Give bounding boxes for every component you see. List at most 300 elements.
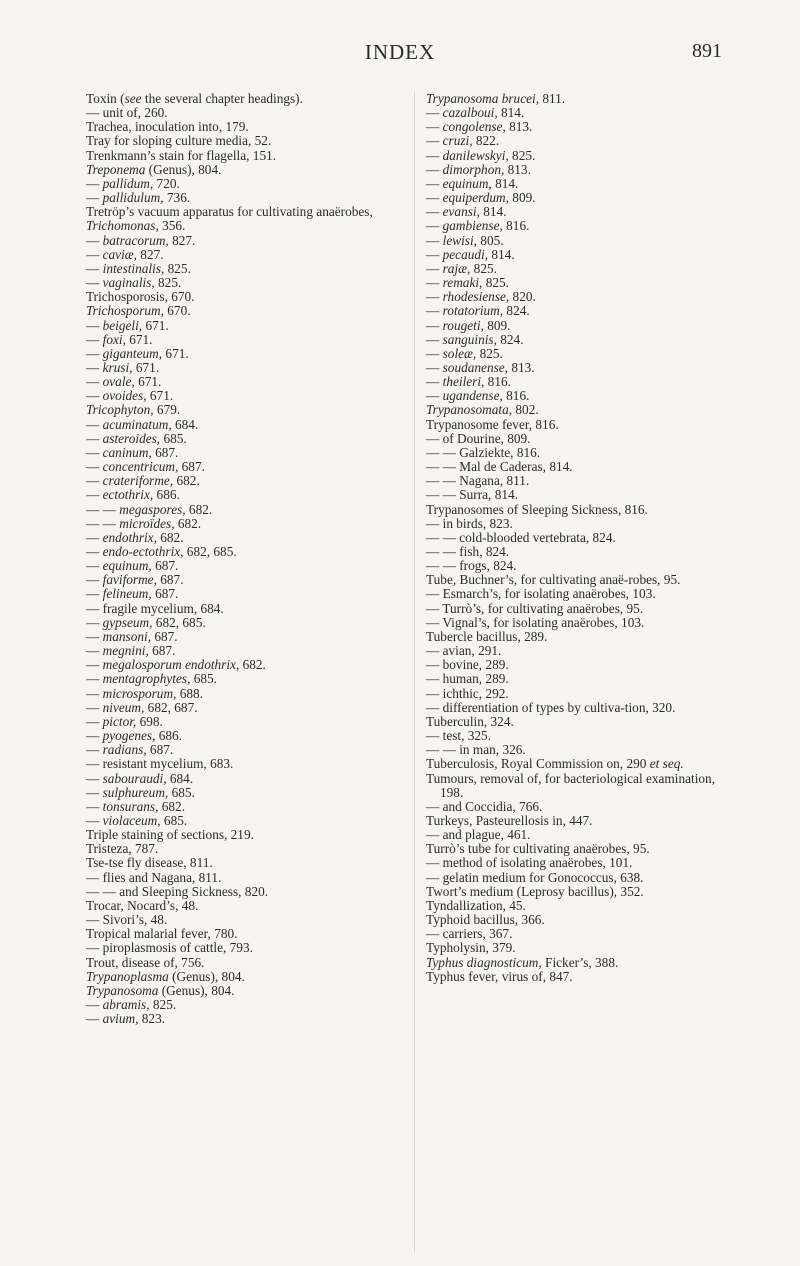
entry-text: —: [86, 190, 103, 206]
entry-italic-term: microïdes,: [119, 515, 175, 531]
entry-page-ref: 825.: [470, 260, 497, 276]
index-entry: [86, 375, 411, 389]
index-entry: [426, 460, 726, 474]
entry-text: Tray for sloping culture media, 52.: [86, 133, 272, 149]
index-entry: [86, 970, 411, 984]
entry-text: Tumours, removal of, for bacteriological examination, 198.: [426, 770, 716, 800]
entry-text: —: [86, 728, 103, 744]
index-entry: [426, 658, 726, 672]
entry-italic-term: ugandense,: [442, 388, 503, 404]
index-entry: [426, 276, 726, 290]
index-entry: [86, 913, 411, 927]
index-entry: [86, 262, 411, 276]
index-entry: [86, 191, 411, 205]
index-entry: [86, 616, 411, 630]
index-entry: [426, 517, 726, 531]
entry-text: — — and Sleeping Sickness, 820.: [86, 883, 269, 899]
index-entry: [86, 276, 411, 290]
entry-italic-term: equinum,: [442, 175, 492, 191]
index-entry: [426, 403, 726, 417]
entry-italic-term: Trypanoplasma: [86, 968, 169, 984]
entry-text: —: [86, 232, 103, 248]
index-entry: [426, 333, 726, 347]
index-entry: [426, 347, 726, 361]
index-entry: [86, 786, 411, 800]
entry-italic-term: ovoides,: [102, 388, 147, 404]
entry-page-ref: 813.: [505, 119, 533, 135]
index-entry: [426, 418, 726, 432]
index-entry: [86, 92, 411, 106]
index-entry: [86, 432, 411, 446]
entry-italic-term: caviæ,: [102, 246, 137, 262]
entry-page-ref: the several chapter headings).: [141, 91, 303, 106]
index-entry: [86, 956, 411, 970]
index-entry: [86, 418, 411, 432]
entry-text: —: [86, 657, 103, 673]
entry-italic-term: Trypanosomata,: [426, 402, 513, 418]
entry-italic-term: violaceum,: [102, 812, 161, 828]
index-entry: [426, 488, 726, 502]
entry-page-ref: 825.: [149, 997, 177, 1012]
index-entry: [86, 488, 411, 502]
entry-italic-term: equinum,: [102, 558, 152, 574]
entry-page-ref: 802.: [512, 402, 539, 418]
index-entry: [426, 772, 726, 800]
entry-text: —: [426, 218, 443, 234]
entry-text: Turrò’s tube for cultivating anaërobes, 95.: [426, 841, 650, 857]
entry-text: — Turrò’s, for cultivating anaërobes, 95.: [426, 600, 644, 616]
entry-italic-term: ovale,: [102, 374, 135, 390]
index-entry: [426, 970, 726, 984]
entry-text: — — in man, 326.: [426, 742, 526, 758]
index-entry: [86, 361, 411, 375]
entry-text: —: [426, 119, 443, 135]
index-entry: [426, 871, 726, 885]
index-entry: [86, 290, 411, 304]
entry-text: —: [426, 275, 443, 291]
entry-text: Typholysin, 379.: [426, 940, 516, 956]
entry-italic-term: sabouraudi,: [102, 770, 167, 786]
entry-page-ref: 682.: [185, 501, 213, 517]
entry-text: Tropical malarial fever, 780.: [86, 926, 238, 942]
index-entry: [426, 106, 726, 120]
entry-page-ref: 824.: [503, 303, 530, 319]
entry-text: — — fish, 824.: [426, 544, 510, 559]
index-entry: [86, 842, 411, 856]
index-entry: [426, 856, 726, 870]
entry-page-ref: 825.: [154, 275, 182, 291]
index-entry: [426, 842, 726, 856]
entry-text: — piroplasmosis of cattle, 793.: [86, 940, 253, 956]
entry-italic-term: gypseum,: [102, 614, 153, 630]
index-entry: [86, 871, 411, 885]
entry-text: — unit of, 260.: [86, 105, 168, 121]
entry-text: —: [426, 359, 443, 375]
index-entry: [86, 149, 411, 163]
entry-text: —: [86, 487, 103, 503]
entry-italic-term: Trypanosoma: [86, 982, 159, 998]
column-divider: [414, 92, 415, 1252]
index-entry: [86, 304, 411, 318]
entry-page-ref: 688.: [176, 685, 203, 701]
entry-text: —: [86, 388, 103, 404]
entry-text: — differentiation of types by cultiva-tion, 320.: [426, 699, 676, 715]
entry-page-ref: 685.: [190, 671, 217, 687]
entry-page-ref: 682, 685.: [152, 614, 206, 630]
entry-text: —: [86, 544, 103, 559]
index-entry: [426, 120, 726, 134]
index-entry: [426, 602, 726, 616]
index-entry: [86, 219, 411, 233]
entry-page-ref: 687.: [178, 459, 205, 475]
entry-page-ref: 682.: [239, 657, 266, 673]
index-entry: [86, 743, 411, 757]
entry-page-ref: 685.: [168, 784, 195, 800]
entry-text: Trachea, inoculation into, 179.: [86, 119, 249, 135]
index-entry: [86, 248, 411, 262]
entry-italic-term: cruzi,: [442, 133, 473, 149]
index-entry: [86, 163, 411, 177]
entry-page-ref: 682, 685.: [183, 544, 237, 559]
entry-text: — — Nagana, 811.: [426, 473, 530, 489]
index-entry: [426, 545, 726, 559]
index-entry: [426, 290, 726, 304]
entry-text: — carriers, 367.: [426, 926, 513, 942]
entry-text: Tubercle bacillus, 289.: [426, 628, 548, 644]
entry-text: — and Coccidia, 766.: [426, 798, 543, 814]
page-number: 891: [692, 40, 722, 62]
index-entry: [426, 262, 726, 276]
entry-text: — of Dourine, 809.: [426, 430, 531, 446]
index-entry: [426, 630, 726, 644]
entry-page-ref: 825.: [476, 345, 503, 361]
entry-text: —: [86, 812, 103, 828]
entry-italic-term: felineum,: [102, 586, 152, 602]
entry-text: — ichthic, 292.: [426, 685, 509, 701]
entry-text: — and plague, 461.: [426, 827, 531, 843]
index-entry: [426, 729, 726, 743]
index-entry: [426, 687, 726, 701]
entry-page-ref: 682.: [158, 798, 186, 814]
index-entry: [86, 602, 411, 616]
entry-italic-term: congolense,: [442, 119, 506, 135]
index-entry: [426, 375, 726, 389]
index-entry: [86, 559, 411, 573]
entry-italic-term: et seq.: [649, 756, 684, 772]
entry-text: —: [86, 317, 103, 333]
entry-page-ref: 687.: [148, 643, 176, 659]
index-entry: [86, 347, 411, 361]
index-entry: [426, 644, 726, 658]
index-entry: [86, 446, 411, 460]
entry-italic-term: giganteum,: [102, 345, 163, 361]
entry-italic-term: mansoni,: [102, 628, 152, 644]
index-entry: [86, 545, 411, 559]
entry-italic-term: lewisi,: [442, 232, 477, 248]
entry-text: —: [426, 190, 443, 206]
entry-text: —: [86, 246, 103, 262]
entry-italic-term: Treponema: [86, 161, 146, 177]
entry-italic-term: radians,: [102, 742, 147, 758]
entry-page-ref: 671.: [162, 345, 189, 361]
entry-page-ref: 679.: [153, 402, 181, 418]
entry-italic-term: Trichosporum,: [86, 303, 164, 319]
entry-text: Tristeza, 787.: [86, 841, 159, 857]
index-entry: [426, 319, 726, 333]
entry-text: — — frogs, 824.: [426, 558, 517, 574]
index-entry: [86, 460, 411, 474]
entry-text: Trypanosome fever, 816.: [426, 416, 559, 432]
index-entry: [426, 531, 726, 545]
entry-text: —: [86, 770, 103, 786]
entry-text: — method of isolating anaërobes, 101.: [426, 855, 633, 871]
entry-page-ref: (Genus), 804.: [158, 982, 235, 998]
entry-italic-term: microsporum,: [102, 685, 177, 701]
entry-text: Tyndallization, 45.: [426, 897, 526, 913]
entry-italic-term: crateriforme,: [102, 473, 174, 489]
entry-text: —: [426, 246, 443, 262]
entry-page-ref: 684.: [171, 416, 199, 432]
index-entry: [426, 715, 726, 729]
entry-text: —: [426, 317, 443, 333]
entry-page-ref: 822.: [472, 133, 500, 149]
index-entry: [426, 304, 726, 318]
index-entry: [426, 177, 726, 191]
index-entry: [86, 941, 411, 955]
entry-text: Tretröp’s vacuum apparatus for cultivating anaërobes,: [86, 204, 373, 220]
entry-italic-term: beigeli,: [102, 317, 143, 333]
entry-page-ref: 814.: [497, 105, 525, 121]
entry-italic-term: theileri,: [442, 374, 485, 390]
entry-page-ref: 671.: [142, 317, 169, 333]
index-entry: [426, 219, 726, 233]
entry-page-ref: 685.: [160, 812, 188, 828]
entry-italic-term: megaspores,: [119, 501, 186, 517]
entry-text: Turkeys, Pasteurellosis in, 447.: [426, 812, 593, 828]
entry-text: — fragile mycelium, 684.: [86, 600, 224, 616]
index-entry: [426, 361, 726, 375]
entry-text: — — Galziekte, 816.: [426, 444, 541, 460]
entry-page-ref: 356.: [158, 218, 186, 234]
entry-text: —: [86, 997, 103, 1012]
index-entry: [426, 956, 726, 970]
entry-italic-term: ectothrix,: [102, 487, 154, 503]
index-entry: [426, 389, 726, 403]
entry-italic-term: soleæ,: [442, 345, 477, 361]
index-entry: [426, 800, 726, 814]
index-entry: [86, 658, 411, 672]
index-entry: [426, 941, 726, 955]
entry-text: —: [426, 289, 443, 305]
index-entry: [426, 163, 726, 177]
entry-italic-term: Tricophyton,: [86, 402, 154, 418]
entry-italic-term: see: [124, 91, 142, 106]
entry-text: — — Mal de Caderas, 814.: [426, 459, 573, 475]
index-entry: [86, 814, 411, 828]
entry-text: —: [86, 572, 103, 588]
index-entry: [426, 701, 726, 715]
entry-page-ref: 825.: [508, 147, 536, 163]
index-entry: [426, 191, 726, 205]
entry-page-ref: 736.: [163, 190, 191, 206]
entry-text: — —: [86, 515, 120, 531]
entry-italic-term: gambiense,: [442, 218, 503, 234]
index-entry: [426, 149, 726, 163]
entry-page-ref: 687.: [151, 628, 178, 644]
entry-page-ref: (Genus), 804.: [168, 968, 245, 984]
entry-text: — resistant mycelium, 683.: [86, 756, 234, 772]
entry-text: —: [86, 699, 103, 715]
entry-italic-term: megalosporum endothrix,: [102, 657, 240, 673]
index-entry: [426, 743, 726, 757]
entry-text: —: [426, 161, 443, 177]
entry-text: —: [426, 388, 443, 404]
entry-italic-term: equiperdum,: [442, 190, 509, 206]
entry-text: Trichosporosis, 670.: [86, 289, 195, 305]
entry-text: —: [86, 628, 103, 644]
entry-text: Trout, disease of, 756.: [86, 954, 205, 970]
index-column-left: [86, 92, 411, 1026]
entry-page-ref: 720.: [153, 175, 180, 191]
entry-page-ref: 825.: [164, 260, 191, 276]
index-entry: [426, 672, 726, 686]
entry-italic-term: Typhus diagnosticum,: [426, 954, 542, 970]
entry-text: — Sivori’s, 48.: [86, 912, 168, 928]
entry-page-ref: 814.: [479, 204, 507, 220]
index-entry: [86, 630, 411, 644]
index-entry: [86, 899, 411, 913]
entry-text: —: [86, 742, 103, 758]
entry-text: —: [426, 345, 443, 361]
entry-page-ref: 686.: [153, 487, 180, 503]
entry-text: Trocar, Nocard’s, 48.: [86, 897, 199, 913]
entry-text: —: [86, 473, 103, 489]
entry-text: Trypanosomes of Sleeping Sickness, 816.: [426, 501, 648, 517]
index-column-right: [426, 92, 726, 984]
entry-italic-term: dimorphon,: [442, 161, 505, 177]
index-entry: [426, 234, 726, 248]
entry-page-ref: 816.: [502, 388, 530, 404]
index-entry: [86, 672, 411, 686]
index-entry: [86, 1012, 411, 1026]
entry-italic-term: pallidulum,: [102, 190, 164, 206]
entry-text: — flies and Nagana, 811.: [86, 869, 222, 885]
index-entry: [86, 389, 411, 403]
index-entry: [86, 503, 411, 517]
entry-italic-term: danilewskyi,: [442, 147, 509, 163]
entry-text: —: [86, 529, 103, 545]
entry-page-ref: 827.: [136, 246, 164, 262]
entry-italic-term: pallidum,: [102, 175, 154, 191]
index-entry: [86, 757, 411, 771]
entry-text: —: [86, 798, 103, 814]
index-entry: [86, 856, 411, 870]
entry-text: Triple staining of sections, 219.: [86, 827, 254, 843]
entry-italic-term: sulphureum,: [102, 784, 169, 800]
entry-italic-term: faviforme,: [102, 572, 157, 588]
entry-text: —: [426, 232, 443, 248]
entry-text: —: [86, 558, 103, 574]
entry-italic-term: batracorum,: [102, 232, 169, 248]
entry-italic-term: mentagrophytes,: [102, 671, 191, 687]
entry-page-ref: 685.: [160, 430, 187, 446]
entry-italic-term: rhodesiense,: [442, 289, 510, 305]
entry-page-ref: 684.: [166, 770, 194, 786]
index-entry: [86, 828, 411, 842]
entry-text: Tse-tse fly disease, 811.: [86, 855, 213, 871]
entry-text: — — Surra, 814.: [426, 487, 518, 503]
entry-italic-term: rougeti,: [442, 317, 484, 333]
index-entry: [426, 503, 726, 517]
index-entry: [86, 531, 411, 545]
entry-text: —: [86, 359, 103, 375]
entry-page-ref: 823.: [138, 1011, 166, 1027]
index-entry: [86, 106, 411, 120]
index-entry: [86, 644, 411, 658]
entry-page-ref: 698.: [136, 713, 163, 729]
entry-italic-term: caninum,: [102, 444, 152, 460]
entry-text: —: [86, 643, 103, 659]
index-entry: [426, 828, 726, 842]
entry-text: — Esmarch’s, for isolating anaërobes, 103.: [426, 586, 656, 602]
entry-italic-term: pyogenes,: [102, 728, 156, 744]
entry-page-ref: 825.: [482, 275, 509, 291]
index-entry: [86, 177, 411, 191]
entry-text: —: [86, 784, 103, 800]
index-entry: [426, 814, 726, 828]
entry-text: —: [86, 713, 103, 729]
entry-italic-term: endo-ectothrix,: [102, 544, 184, 559]
entry-italic-term: rotatorium,: [442, 303, 504, 319]
entry-page-ref: 814.: [491, 175, 519, 191]
index-entry: [426, 913, 726, 927]
entry-text: —: [86, 275, 103, 291]
index-entry: [86, 800, 411, 814]
index-entry: [426, 474, 726, 488]
entry-page-ref: 816.: [484, 374, 511, 390]
index-entry: [86, 998, 411, 1012]
entry-text: Typhoid bacillus, 366.: [426, 912, 545, 928]
entry-page-ref: 670.: [163, 303, 191, 319]
entry-text: Trenkmann’s stain for flagella, 151.: [86, 147, 277, 163]
index-entry: [426, 446, 726, 460]
entry-italic-term: Trichomonas,: [86, 218, 159, 234]
entry-italic-term: soudanense,: [442, 359, 508, 375]
entry-text: Tuberculin, 324.: [426, 713, 514, 729]
entry-page-ref: 682, 687.: [144, 699, 198, 715]
entry-page-ref: 671.: [146, 388, 174, 404]
entry-page-ref: 687.: [146, 742, 174, 758]
index-entry: [86, 573, 411, 587]
entry-italic-term: megnini,: [102, 643, 149, 659]
entry-page-ref: 809.: [483, 317, 511, 333]
entry-text: —: [86, 331, 103, 347]
entry-italic-term: concentricum,: [102, 459, 179, 475]
index-entry: [426, 92, 726, 106]
entry-text: — avian, 291.: [426, 643, 502, 659]
entry-italic-term: krusi,: [102, 359, 133, 375]
entry-text: — gelatin medium for Gonococcus, 638.: [426, 869, 644, 885]
index-entry: [426, 927, 726, 941]
entry-italic-term: endothrix,: [102, 529, 157, 545]
index-entry: [426, 573, 726, 587]
index-entry: [86, 134, 411, 148]
entry-italic-term: abramis,: [102, 997, 150, 1012]
index-entry: [426, 134, 726, 148]
entry-text: Tube, Buchner’s, for cultivating anaë-robes, 95.: [426, 572, 681, 588]
entry-text: — — cold-blooded vertebrata, 824.: [426, 529, 616, 545]
entry-page-ref: 671.: [134, 374, 162, 390]
